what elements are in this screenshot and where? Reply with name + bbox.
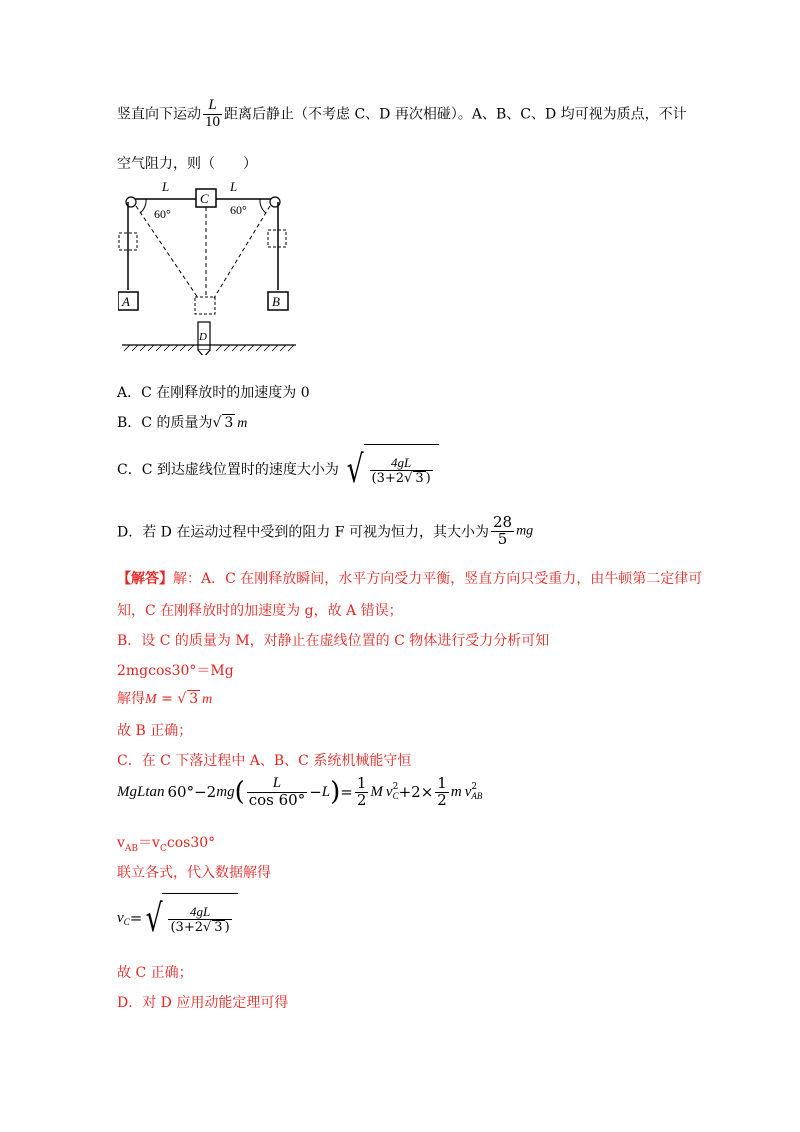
label-B: B — [272, 294, 280, 309]
block-B-dashed — [268, 230, 286, 247]
label-D: D — [199, 331, 207, 343]
vc-result: v $_C$ = √ $\frac{4gL}{(3+2√ 3 )}$ — [117, 893, 238, 943]
label-L-right: L — [230, 180, 238, 194]
option-a: A．C 在刚释放时的加速度为 0 — [117, 385, 310, 401]
question-text-pre: 竖直向下运动 — [117, 106, 201, 123]
answer-tag: 【解答】 — [117, 571, 173, 587]
energy-equation: MgLtan 60° −2 mg ( $\frac{L}{\cos 60^\circ}$ − L ) = $\frac{1}{2}$ M v 2 C +2× $\frac{1}{2}$ m v 2 AB — [117, 774, 483, 809]
option-d: D．若 D 在运动过程中受到的阻力 F 可视为恒力，其大小为 $\frac{28}{5}$ mg — [117, 513, 534, 548]
option-c: C．C 到达虚线位置时的速度大小为 √ $\frac{4gL}{(3+2√ 3 )}$ — [117, 444, 439, 494]
physics-diagram — [118, 180, 303, 355]
label-L-left: L — [162, 180, 170, 194]
option-b: B．C 的质量为√ 3 m — [117, 415, 248, 431]
block-C-dashed — [195, 297, 215, 314]
answer-line-9: $v_{AB}=v_C\cos 30^\circ$ — [117, 835, 216, 854]
answer-line-4: 2mgcos30°＝Mg — [117, 663, 234, 679]
label-A: A — [122, 294, 130, 309]
fraction-L-over-10: $\frac{L}{10}$ — [205, 97, 220, 130]
answer-line-7: C．在 C 下落过程中 A、B、C 系统机械能守恒 — [117, 753, 412, 769]
label-C: C — [200, 191, 209, 206]
angle-right-label: 60° — [230, 203, 247, 217]
answer-line-12: 故 C 正确； — [117, 965, 193, 981]
question-line-1 — [117, 98, 687, 131]
angle-arc-right — [260, 199, 266, 213]
question-line-2: 空气阻力，则（ ） — [117, 156, 257, 172]
answer-line-10: 联立各式，代入数据解得 — [117, 865, 271, 881]
answer-line-3: B．设 C 的质量为 M，对静止在虚线位置的 C 物体进行受力分析可知 — [117, 633, 550, 649]
answer-line-6: 故 B 正确； — [117, 723, 193, 739]
question-text-post: 距离后静止（不考虑 C、D 再次相碰）。A、B、C、D 均可视为质点，不计 — [224, 106, 687, 123]
answer-line-5: 解得M = √ 3 m — [117, 691, 213, 707]
angle-left-label: 60° — [154, 207, 171, 221]
option-c-sqrt: √ $\frac{4gL}{(3+2√ 3 )}$ — [343, 444, 438, 494]
answer-line-1: 【解答】解：A．C 在刚释放瞬间，水平方向受力平衡，竖直方向只受重力，由牛顿第二定律可 — [117, 571, 703, 587]
answer-line-2: 知，C 在刚释放时的加速度为 g，故 A 错误； — [117, 603, 403, 619]
answer-line-13: D．对 D 应用动能定理可得 — [117, 995, 289, 1011]
fraction-28-5: $\frac{28}{5}$ — [492, 513, 513, 548]
angle-arc-left — [140, 199, 146, 213]
